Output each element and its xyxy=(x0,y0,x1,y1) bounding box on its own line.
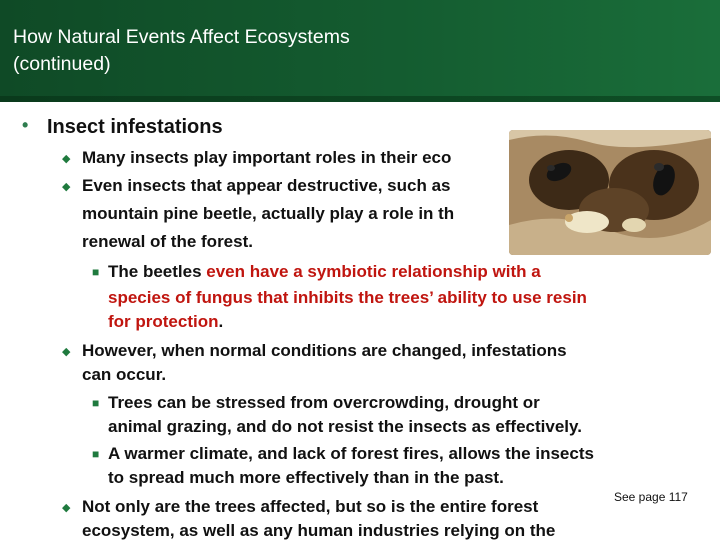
bullet-2-line-2: mountain pine beetle, actually play a role in th xyxy=(82,204,455,223)
bullet-2-line-3: renewal of the forest. xyxy=(82,232,253,251)
title-line-1: How Natural Events Affect Ecosystems xyxy=(13,26,350,48)
square-bullet-icon: ■ xyxy=(92,396,100,410)
sub-bullet-3-line-1: A warmer climate, and lack of forest fires, allows the insects xyxy=(108,444,594,463)
sub-bullet-3-line-2: to spread much more effectively than in the past. xyxy=(108,468,504,487)
square-bullet-icon: ■ xyxy=(92,447,100,461)
bullet-3-line-2: can occur. xyxy=(82,365,167,384)
sub-bullet-2-line-2: animal grazing, and do not resist the insects as effectively. xyxy=(108,417,582,436)
sub-bullet-1-highlight: even have a symbiotic relationship with a xyxy=(206,262,541,281)
bullet-4-line-2: ecosystem, as well as any human industries relying on the xyxy=(82,521,556,540)
sub-bullet-2-line-1: Trees can be stressed from overcrowding, drought or xyxy=(108,393,540,412)
title-line-2: (continued) xyxy=(13,53,111,75)
sub-bullet-1-line-1 xyxy=(108,262,541,282)
diamond-bullet-icon: ◆ xyxy=(62,502,71,514)
sub-bullet-1-line-3 xyxy=(108,312,223,332)
see-page-reference: See page 117 xyxy=(614,490,688,504)
bullet-dot-icon: • xyxy=(22,115,29,135)
bullet-4-line-1: Not only are the trees affected, but so is the entire forest xyxy=(82,497,539,516)
bullet-1: Many insects play important roles in their eco xyxy=(82,148,452,167)
sub-bullet-1-period: . xyxy=(218,312,224,331)
bullet-2-line-1: Even insects that appear destructive, such as xyxy=(82,176,451,195)
sub-bullet-1-text: The beetles xyxy=(108,262,207,281)
diamond-bullet-icon: ◆ xyxy=(62,153,71,165)
diamond-bullet-icon: ◆ xyxy=(62,181,71,193)
bullet-3-line-1: However, when normal conditions are changed, infestations xyxy=(82,341,567,360)
sub-bullet-1-highlight-end: for protection xyxy=(108,312,219,331)
diamond-bullet-icon: ◆ xyxy=(62,346,71,358)
sub-bullet-1-line-2: species of fungus that inhibits the trees’ ability to use resin xyxy=(108,288,587,307)
heading-insect-infestations: Insect infestations xyxy=(47,116,223,138)
square-bullet-icon: ■ xyxy=(92,265,100,279)
